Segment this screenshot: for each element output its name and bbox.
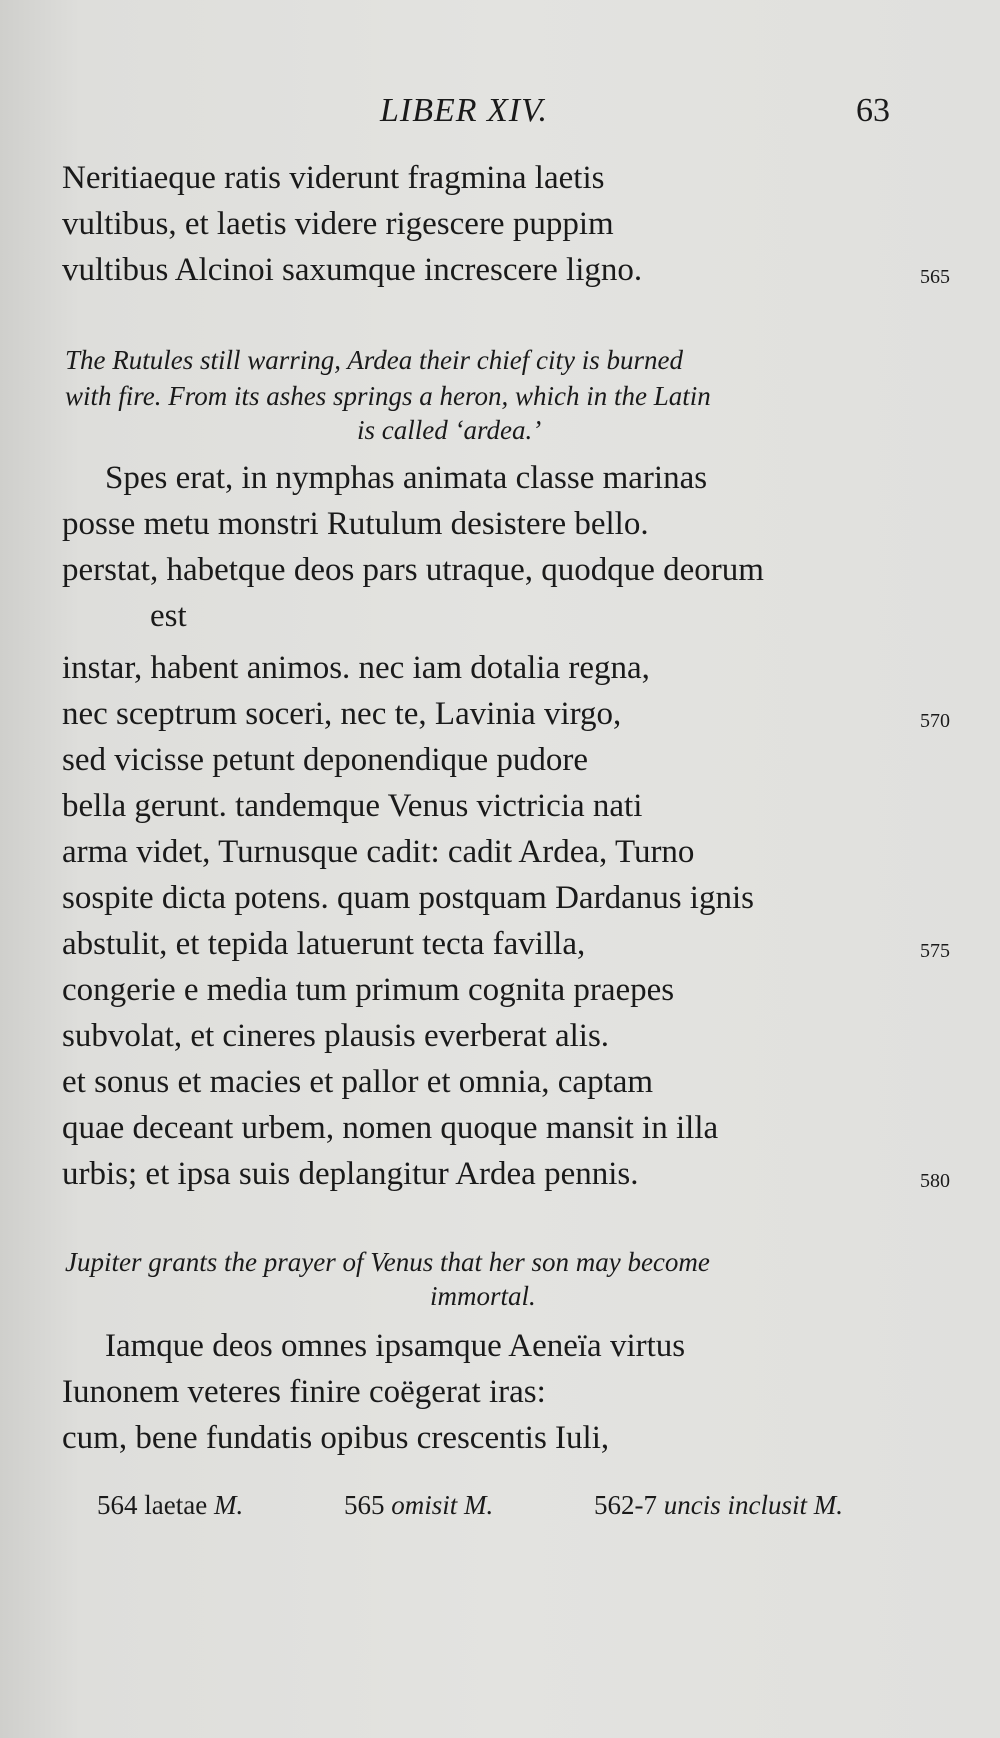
footnote-text: uncis inclusit	[663, 1490, 807, 1520]
verse-line: abstulit, et tepida latuerunt tecta favilla,	[62, 926, 586, 962]
footnote	[97, 1490, 243, 1521]
verse-line: vultibus Alcinoi saxumque increscere ligno.	[62, 252, 643, 288]
verse-line: et sonus et macies et pallor et omnia, captam	[62, 1064, 654, 1100]
verse-line: sospite dicta potens. quam postquam Dardanus ignis	[62, 880, 754, 916]
footnote-siglum: M.	[813, 1490, 843, 1520]
verse-line: quae deceant urbem, nomen quoque mansit in illa	[62, 1110, 719, 1146]
footnote-number: 564	[97, 1490, 138, 1520]
verse-line: Neritiaeque ratis viderunt fragmina laetis	[62, 160, 605, 196]
verse-line: cum, bene fundatis opibus crescentis Iuli,	[62, 1420, 610, 1456]
line-number: 575	[920, 940, 950, 962]
verse-line: arma videt, Turnusque cadit: cadit Ardea, Turno	[62, 834, 695, 870]
verse-line: nec sceptrum soceri, nec te, Lavinia virgo,	[62, 696, 622, 732]
footnote-text: laetae	[144, 1490, 208, 1520]
running-title: LIBER XIV.	[380, 92, 549, 129]
verse-line: Iunonem veteres finire coëgerat iras:	[62, 1374, 546, 1410]
summary-line: with fire. From its ashes springs a heron, which in the Latin	[65, 381, 711, 411]
summary-line: Jupiter grants the prayer of Venus that her son may become	[65, 1247, 710, 1277]
verse-line: congerie e media tum primum cognita praepes	[62, 972, 675, 1008]
verse-line: posse metu monstri Rutulum desistere bello.	[62, 506, 649, 542]
verse-line: instar, habent animos. nec iam dotalia regna,	[62, 650, 650, 686]
summary-line: immortal.	[430, 1281, 536, 1311]
verse-line-continuation: est	[150, 598, 187, 634]
verse-line: Spes erat, in nymphas animata classe marinas	[105, 460, 708, 496]
line-number: 565	[920, 266, 950, 288]
footnote	[344, 1490, 493, 1521]
footnote	[594, 1490, 843, 1521]
summary-line: The Rutules still warring, Ardea their chief city is burned	[65, 345, 683, 375]
footnote-number: 562-7	[594, 1490, 657, 1520]
verse-line: bella gerunt. tandemque Venus victricia nati	[62, 788, 643, 824]
footnote-siglum: M.	[213, 1490, 244, 1520]
page-header	[0, 92, 1000, 132]
line-number: 570	[920, 710, 950, 732]
verse-line: Iamque deos omnes ipsamque Aeneïa virtus	[105, 1328, 686, 1364]
page-number: 63	[856, 92, 890, 129]
footnote-text: omisit	[391, 1490, 458, 1520]
summary-line: is called ‘ardea.’	[357, 415, 542, 445]
verse-line: sed vicisse petunt deponendique pudore	[62, 742, 589, 778]
verse-line: subvolat, et cineres plausis everberat alis.	[62, 1018, 610, 1054]
verse-line: perstat, habetque deos pars utraque, quodque deorum	[62, 552, 764, 588]
footnote-siglum: M.	[464, 1490, 494, 1520]
verse-line: vultibus, et laetis videre rigescere puppim	[62, 206, 614, 242]
line-number: 580	[920, 1170, 950, 1192]
footnotes	[0, 1490, 1000, 1530]
verse-line: urbis; et ipsa suis deplangitur Ardea pennis.	[62, 1156, 639, 1192]
footnote-number: 565	[344, 1490, 385, 1520]
